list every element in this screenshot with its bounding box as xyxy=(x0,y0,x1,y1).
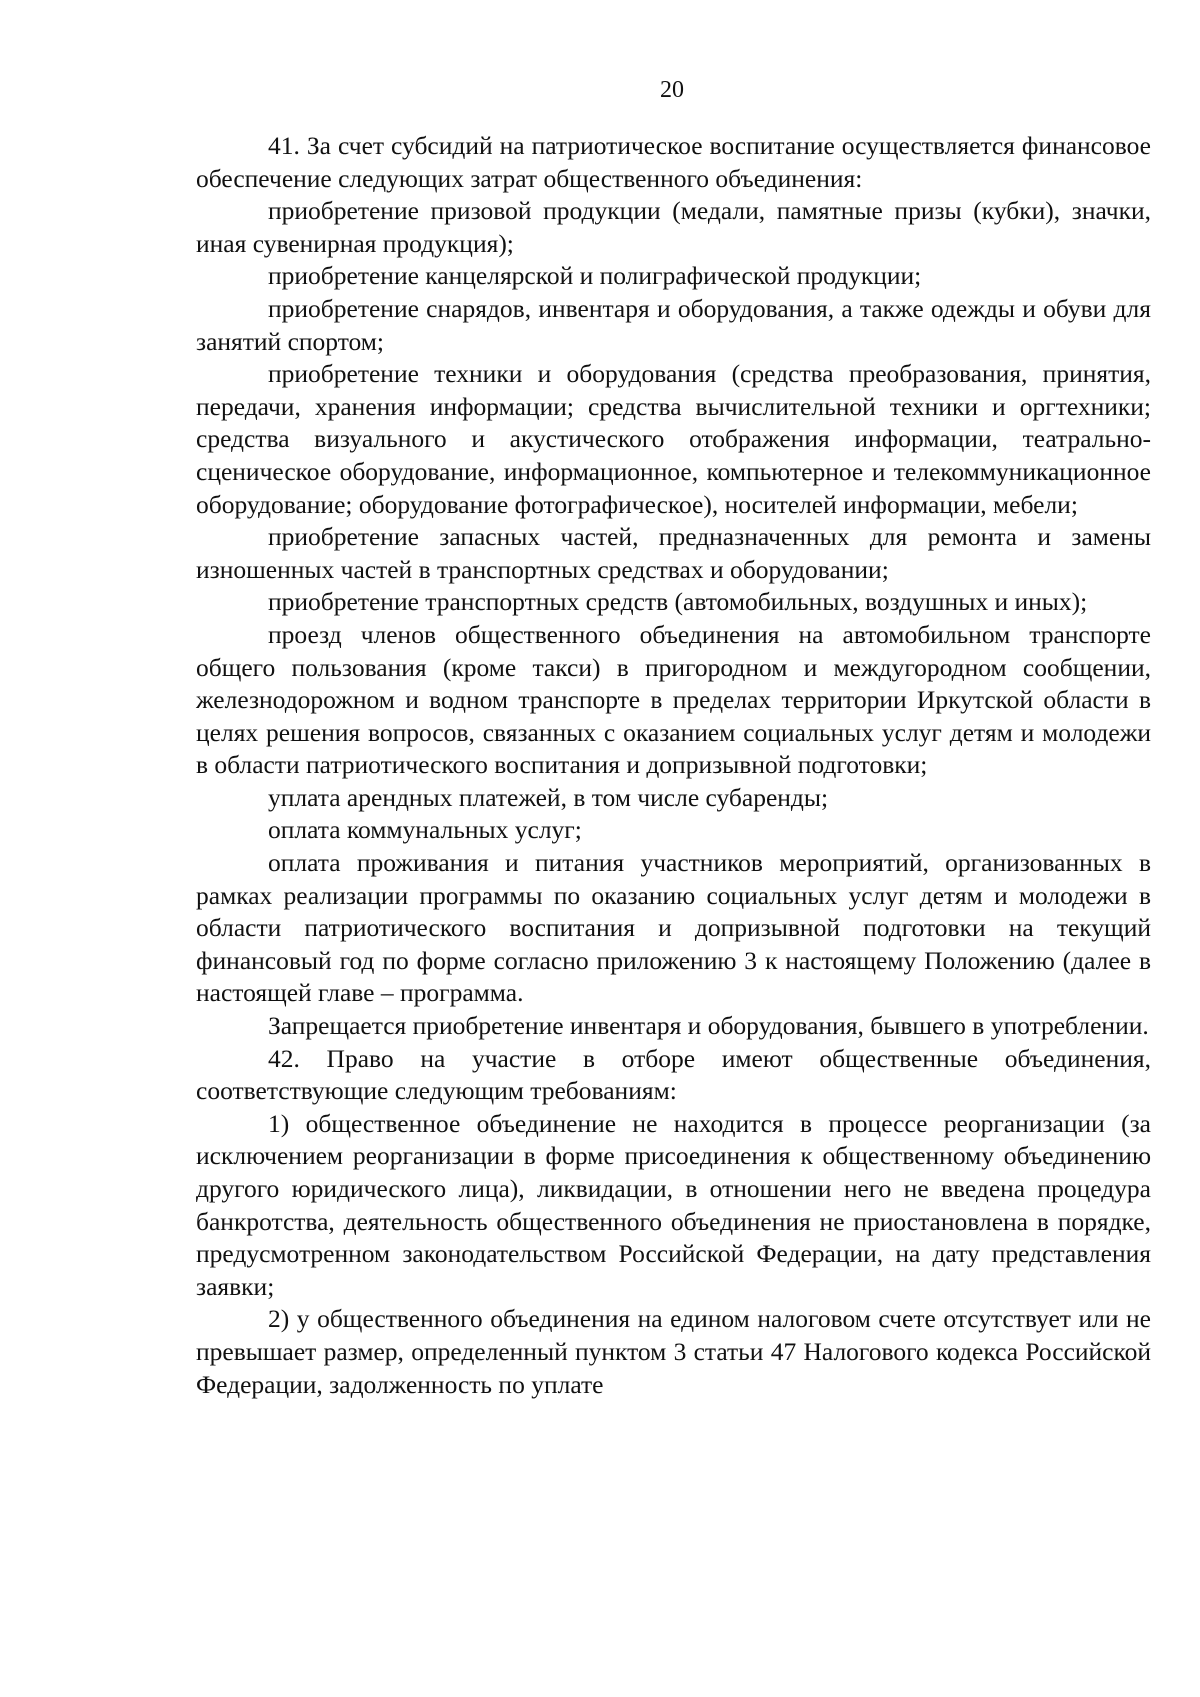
paragraph-sports-equipment: приобретение снарядов, инвентаря и оборудования, а также одежды и обуви для занятий спортом; xyxy=(196,293,1151,356)
page-number: 20 xyxy=(660,77,684,103)
paragraph-vehicles: приобретение транспортных средств (автомобильных, воздушных и иных); xyxy=(268,587,1088,617)
paragraph-accommodation: оплата проживания и питания участников мероприятий, организованных в рамках реализации программы по оказанию социальных услуг детям и молодежи в области патриотического воспитания и допризывной подготовки на текущий финансовый год по форме согласно приложению 3 к настоящему Положению (далее в настоящей главе – программа. xyxy=(196,848,1151,1008)
paragraph-requirement-2: 2) у общественного объединения на едином налоговом счете отсутствует или не превышает размер, определенный пунктом 3 статьи 47 Налогового кодекса Российской Федерации, задолженность по уплате xyxy=(196,1304,1151,1399)
paragraph-rent: уплата арендных платежей, в том числе субаренды; xyxy=(268,782,829,812)
document-body xyxy=(196,130,1151,1401)
paragraph-42-intro: 42. Право на участие в отборе имеют общественные объединения, соответствующие следующим требованиям: xyxy=(196,1043,1151,1106)
paragraph-spare-parts: приобретение запасных частей, предназначенных для ремонта и замены изношенных частей в транспортных средствах и оборудовании; xyxy=(196,522,1151,584)
paragraph-prohibition: Запрещается приобретение инвентаря и оборудования, бывшего в употреблении. xyxy=(268,1011,1149,1041)
paragraph-prize-products: приобретение призовой продукции (медали, памятные призы (кубки), значки, иная сувенирная продукция); xyxy=(196,196,1151,258)
paragraph-technical-equipment: приобретение техники и оборудования (средства преобразования, принятия, передачи, хранения информации; средства вычислительной техники и оргтехники; средства визуального и акустического отображения информации, театрально-сценическое оборудование, информационное, компьютерное и телекоммуникационное оборудование; оборудование фотографическое), носителей информации, мебели; xyxy=(196,359,1151,519)
paragraph-stationery: приобретение канцелярской и полиграфической продукции; xyxy=(268,261,922,291)
paragraph-requirement-1: 1) общественное объединение не находится в процессе реорганизации (за исключением реорганизации в форме присоединения к общественному объединению другого юридического лица), ликвидации, в отношении него не введена процедура банкротства, деятельность общественного объединения не приостановлена в порядке, предусмотренном законодательством Российской Федерации, на дату представления заявки; xyxy=(196,1108,1151,1301)
paragraph-utilities: оплата коммунальных услуг; xyxy=(268,815,582,845)
paragraph-travel: проезд членов общественного объединения на автомобильном транспорте общего пользования (кроме такси) в пригородном и междугородном сообщении, железнодорожном и водном транспорте в пределах территории Иркутской области в целях решения вопросов, связанных с оказанием социальных услуг детям и молодежи в области патриотического воспитания и допризывной подготовки; xyxy=(196,619,1151,780)
paragraph-41-intro: 41. За счет субсидий на патриотическое воспитание осуществляется финансовое обеспечение следующих затрат общественного объединения: xyxy=(196,131,1151,193)
